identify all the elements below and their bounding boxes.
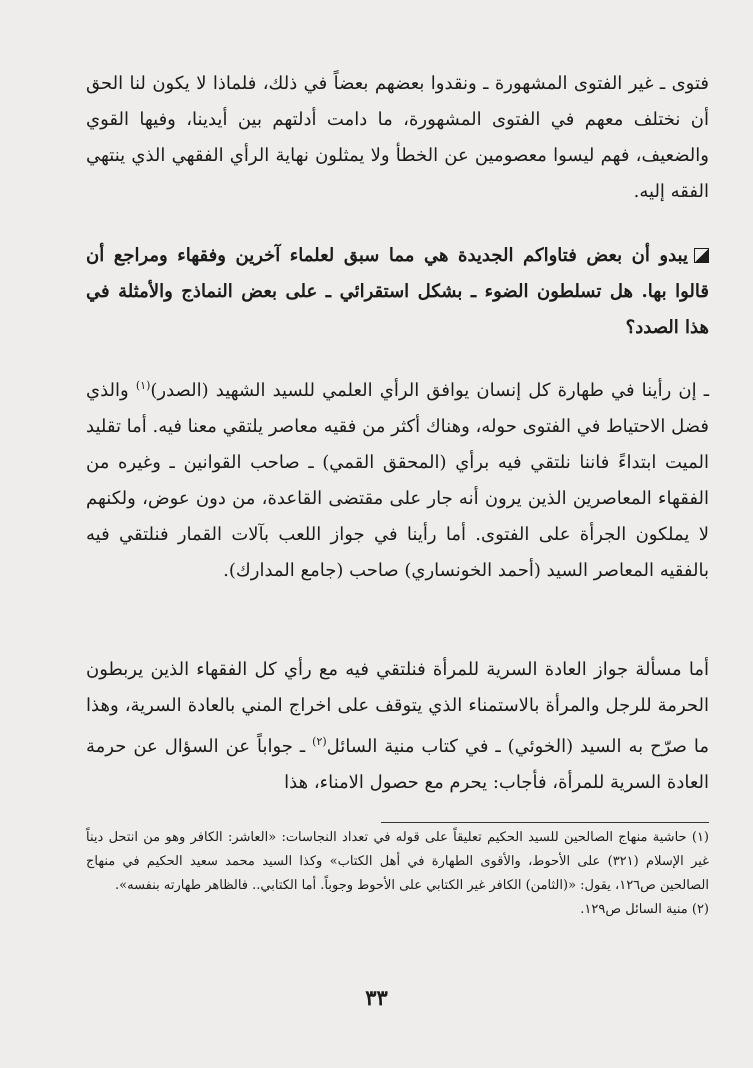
question-marker-icon [694,248,709,263]
paragraph-1: فتوى ـ غير الفتوى المشهورة ـ ونقدوا بعضهم بعضاً في ذلك، فلماذا لا يكون لنا الحق أن نختلف معهم في الفتوى المشهورة، ما دامت أدلتهم بين أيدينا، وفيها القوي والضعيف، فهم ليسوا معصومين عن الخطأ ولا يمثلون نهاية الرأي الفقهي الذي ينتهي الفقه إليه. [86,73,709,202]
paragraph-2-text-b: والذي فضل الاحتياط في الفتوى حوله، وهناك أكثر من فقيه معاصر يلتقي معنا فيه. أما تقليد الميت ابتداءً فاننا نلتقي فيه برأي (المحقق القمي) ـ صاحب القوانين ـ وغيره من الفقهاء المعاصرين الذين يرون أنه جار على مقتضى القاعدة، من دون عوض، ولكنهم لا يملكون الجرأة على الفتوى. أما رأينا في جواز اللعب بآلات القمار فنلتقي فيه بالفقيه المعاصر السيد (أحمد الخونساري) صاحب (جامع المدارك). [86,380,709,581]
footnote-1: (١) حاشية منهاج الصالحين للسيد الحكيم تعليقاً على قوله في تعداد النجاسات: «العاشر: الكافر وهو من انتحل ديناً غير الإسلام (٣٢١) على الأحوط، والأقوى الطهارة في أهل الكتاب» وكذا السيد محمد سعيد الحكيم في منهاج الصالحين ص١٢٦، يقول: «(الثامن) الكافر غير الكتابي على الأحوط وجوباً. أما الكتابي.. فالظاهر طهارته بنفسه». [86,830,709,893]
footnote-ref-2: (٢) [312,735,327,748]
question-block [86,238,709,346]
paragraph-3-text-b: ـ جواباً عن السؤال عن حرمة العادة السرية للمرأة، فأجاب: يحرم مع حصول الامناء، هذا [86,736,709,793]
paragraph-2 [86,368,709,589]
paragraph-2-text-a: ـ إن رأينا في طهارة كل إنسان يوافق الرأي العلمي للسيد الشهيد (الصدر) [150,380,710,401]
page-number: ٣٣ [365,985,388,1010]
paragraph-3 [86,652,709,801]
question-text: يبدو أن بعض فتاواكم الجديدة هي مما سبق لعلماء آخرين وفقهاء ومراجع أن قالوا بها. هل تسلطون الضوء ـ بشكل استقرائي ـ على بعض النماذج والأمثلة في هذا الصدد؟ [86,245,709,338]
footnotes [86,822,709,922]
footnote-ref-1: (١) [135,379,151,392]
paragraph-3-text-a: أما مسألة جواز العادة السرية للمرأة فنلتقي فيه مع رأي كل الفقهاء الذين يربطون الحرمة للرجل والمرأة بالاستمناء الذي يتوقف على اخراج المني بالعادة السرية، وهذا ما صرّح به السيد (الخوئي) ـ في كتاب منية السائل [86,659,710,757]
footnote-2: (٢) منية السائل ص١٢٩. [580,902,709,917]
